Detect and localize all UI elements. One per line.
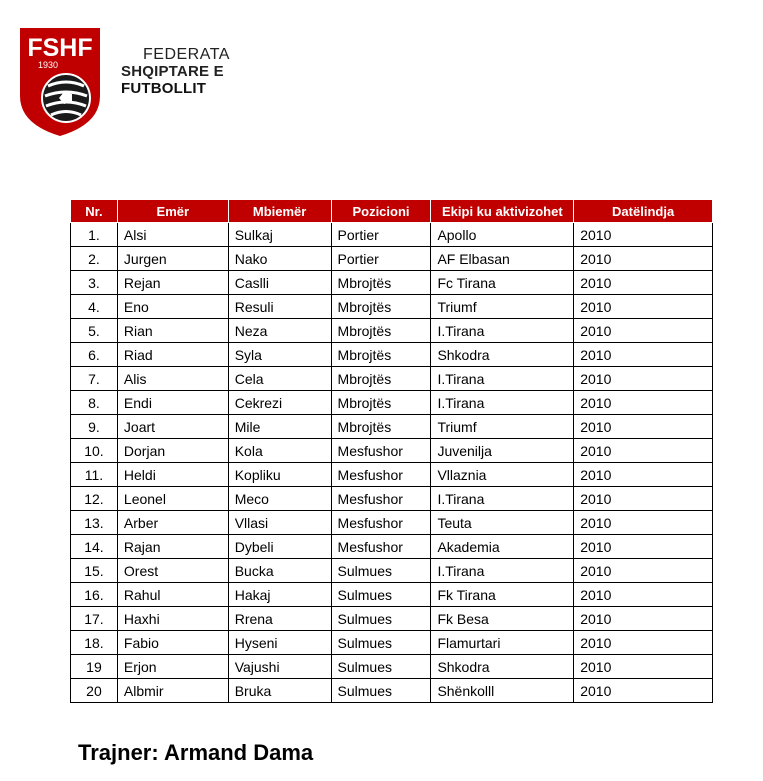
cell-nr: 15.: [71, 559, 118, 583]
cell-club: Shënkolll: [431, 679, 574, 703]
cell-club: Triumf: [431, 415, 574, 439]
cell-club: I.Tirana: [431, 487, 574, 511]
cell-first-name: Alsi: [117, 223, 228, 247]
column-header: Datëlindja: [574, 200, 713, 223]
cell-nr: 19: [71, 655, 118, 679]
table-row: [71, 511, 713, 535]
table-row: [71, 559, 713, 583]
column-header: Pozicioni: [331, 200, 431, 223]
cell-nr: 9.: [71, 415, 118, 439]
cell-position: Mbrojtës: [331, 295, 431, 319]
cell-club: I.Tirana: [431, 367, 574, 391]
table-row: [71, 319, 713, 343]
cell-last-name: Cekrezi: [228, 391, 331, 415]
cell-nr: 2.: [71, 247, 118, 271]
brand-line-2: SHQIPTARE E: [121, 63, 224, 80]
cell-club: Fk Tirana: [431, 583, 574, 607]
cell-club: I.Tirana: [431, 319, 574, 343]
column-header: Mbiemër: [228, 200, 331, 223]
cell-nr: 17.: [71, 607, 118, 631]
table-body: [71, 223, 713, 703]
cell-last-name: Caslli: [228, 271, 331, 295]
table-row: [71, 295, 713, 319]
cell-position: Mbrojtës: [331, 271, 431, 295]
table-row: [71, 463, 713, 487]
cell-last-name: Nako: [228, 247, 331, 271]
cell-position: Mbrojtës: [331, 391, 431, 415]
cell-last-name: Kola: [228, 439, 331, 463]
cell-birth-year: 2010: [574, 223, 713, 247]
cell-birth-year: 2010: [574, 487, 713, 511]
cell-last-name: Rrena: [228, 607, 331, 631]
cell-birth-year: 2010: [574, 463, 713, 487]
cell-first-name: Leonel: [117, 487, 228, 511]
cell-nr: 13.: [71, 511, 118, 535]
cell-nr: 8.: [71, 391, 118, 415]
cell-last-name: Kopliku: [228, 463, 331, 487]
cell-nr: 10.: [71, 439, 118, 463]
cell-first-name: Riad: [117, 343, 228, 367]
cell-birth-year: 2010: [574, 559, 713, 583]
cell-last-name: Vllasi: [228, 511, 331, 535]
cell-club: I.Tirana: [431, 559, 574, 583]
table-row: [71, 271, 713, 295]
cell-position: Mbrojtës: [331, 367, 431, 391]
cell-first-name: Alis: [117, 367, 228, 391]
table-row: [71, 367, 713, 391]
cell-first-name: Eno: [117, 295, 228, 319]
cell-position: Mesfushor: [331, 439, 431, 463]
cell-club: Apollo: [431, 223, 574, 247]
cell-first-name: Joart: [117, 415, 228, 439]
cell-club: Vllaznia: [431, 463, 574, 487]
cell-position: Mesfushor: [331, 487, 431, 511]
cell-first-name: Rahul: [117, 583, 228, 607]
cell-birth-year: 2010: [574, 295, 713, 319]
cell-nr: 6.: [71, 343, 118, 367]
table-header-row: [71, 200, 713, 223]
cell-nr: 5.: [71, 319, 118, 343]
cell-position: Sulmues: [331, 679, 431, 703]
cell-club: Flamurtari: [431, 631, 574, 655]
cell-position: Sulmues: [331, 631, 431, 655]
cell-first-name: Rejan: [117, 271, 228, 295]
table-row: [71, 631, 713, 655]
table-row: [71, 679, 713, 703]
cell-last-name: Hyseni: [228, 631, 331, 655]
cell-position: Mbrojtës: [331, 319, 431, 343]
cell-first-name: Orest: [117, 559, 228, 583]
cell-first-name: Erjon: [117, 655, 228, 679]
table-row: [71, 607, 713, 631]
cell-birth-year: 2010: [574, 415, 713, 439]
column-header: Emër: [117, 200, 228, 223]
fshf-logo: [18, 26, 102, 138]
player-roster-table: [70, 199, 713, 703]
cell-birth-year: 2010: [574, 367, 713, 391]
column-header: Ekipi ku aktivizohet: [431, 200, 574, 223]
cell-birth-year: 2010: [574, 679, 713, 703]
table-row: [71, 583, 713, 607]
table-row: [71, 439, 713, 463]
cell-position: Sulmues: [331, 559, 431, 583]
cell-last-name: Mile: [228, 415, 331, 439]
cell-position: Portier: [331, 247, 431, 271]
cell-birth-year: 2010: [574, 247, 713, 271]
cell-club: Juvenilja: [431, 439, 574, 463]
cell-nr: 3.: [71, 271, 118, 295]
cell-last-name: Sulkaj: [228, 223, 331, 247]
cell-nr: 11.: [71, 463, 118, 487]
column-header: Nr.: [71, 200, 118, 223]
cell-position: Sulmues: [331, 655, 431, 679]
cell-position: Mesfushor: [331, 511, 431, 535]
cell-nr: 7.: [71, 367, 118, 391]
cell-last-name: Hakaj: [228, 583, 331, 607]
cell-nr: 12.: [71, 487, 118, 511]
cell-position: Mesfushor: [331, 463, 431, 487]
cell-nr: 20: [71, 679, 118, 703]
cell-first-name: Albmir: [117, 679, 228, 703]
table-row: [71, 391, 713, 415]
cell-last-name: Meco: [228, 487, 331, 511]
logo-text: FSHF: [27, 34, 93, 62]
cell-nr: 18.: [71, 631, 118, 655]
cell-birth-year: 2010: [574, 271, 713, 295]
cell-last-name: Resuli: [228, 295, 331, 319]
cell-first-name: Rian: [117, 319, 228, 343]
cell-nr: 4.: [71, 295, 118, 319]
cell-birth-year: 2010: [574, 391, 713, 415]
cell-position: Sulmues: [331, 607, 431, 631]
cell-position: Portier: [331, 223, 431, 247]
cell-club: Triumf: [431, 295, 574, 319]
cell-last-name: Cela: [228, 367, 331, 391]
cell-last-name: Dybeli: [228, 535, 331, 559]
cell-first-name: Arber: [117, 511, 228, 535]
cell-birth-year: 2010: [574, 319, 713, 343]
cell-position: Mbrojtës: [331, 415, 431, 439]
cell-first-name: Dorjan: [117, 439, 228, 463]
cell-position: Mesfushor: [331, 535, 431, 559]
logo-year: 1930: [38, 60, 59, 70]
cell-birth-year: 2010: [574, 607, 713, 631]
cell-club: Shkodra: [431, 655, 574, 679]
cell-birth-year: 2010: [574, 631, 713, 655]
cell-position: Sulmues: [331, 583, 431, 607]
cell-birth-year: 2010: [574, 655, 713, 679]
table-row: [71, 535, 713, 559]
cell-club: Shkodra: [431, 343, 574, 367]
table-row: [71, 223, 713, 247]
cell-nr: 16.: [71, 583, 118, 607]
coach-name: Trajner: Armand Dama: [78, 740, 314, 765]
cell-club: Fk Besa: [431, 607, 574, 631]
cell-birth-year: 2010: [574, 439, 713, 463]
brand-line-1: FEDERATA: [143, 46, 230, 63]
cell-position: Mbrojtës: [331, 343, 431, 367]
table-row: [71, 343, 713, 367]
cell-club: Teuta: [431, 511, 574, 535]
table-row: [71, 487, 713, 511]
table-row: [71, 655, 713, 679]
cell-club: I.Tirana: [431, 391, 574, 415]
cell-birth-year: 2010: [574, 511, 713, 535]
table-row: [71, 415, 713, 439]
cell-first-name: Jurgen: [117, 247, 228, 271]
cell-last-name: Neza: [228, 319, 331, 343]
cell-last-name: Bruka: [228, 679, 331, 703]
cell-first-name: Rajan: [117, 535, 228, 559]
cell-club: AF Elbasan: [431, 247, 574, 271]
cell-birth-year: 2010: [574, 583, 713, 607]
cell-first-name: Endi: [117, 391, 228, 415]
cell-nr: 1.: [71, 223, 118, 247]
cell-birth-year: 2010: [574, 535, 713, 559]
federation-name: [121, 46, 230, 97]
cell-last-name: Vajushi: [228, 655, 331, 679]
table-row: [71, 247, 713, 271]
brand-line-3: FUTBOLLIT: [121, 80, 207, 97]
cell-last-name: Bucka: [228, 559, 331, 583]
cell-first-name: Fabio: [117, 631, 228, 655]
cell-first-name: Haxhi: [117, 607, 228, 631]
cell-club: Fc Tirana: [431, 271, 574, 295]
cell-club: Akademia: [431, 535, 574, 559]
cell-nr: 14.: [71, 535, 118, 559]
cell-first-name: Heldi: [117, 463, 228, 487]
cell-birth-year: 2010: [574, 343, 713, 367]
cell-last-name: Syla: [228, 343, 331, 367]
